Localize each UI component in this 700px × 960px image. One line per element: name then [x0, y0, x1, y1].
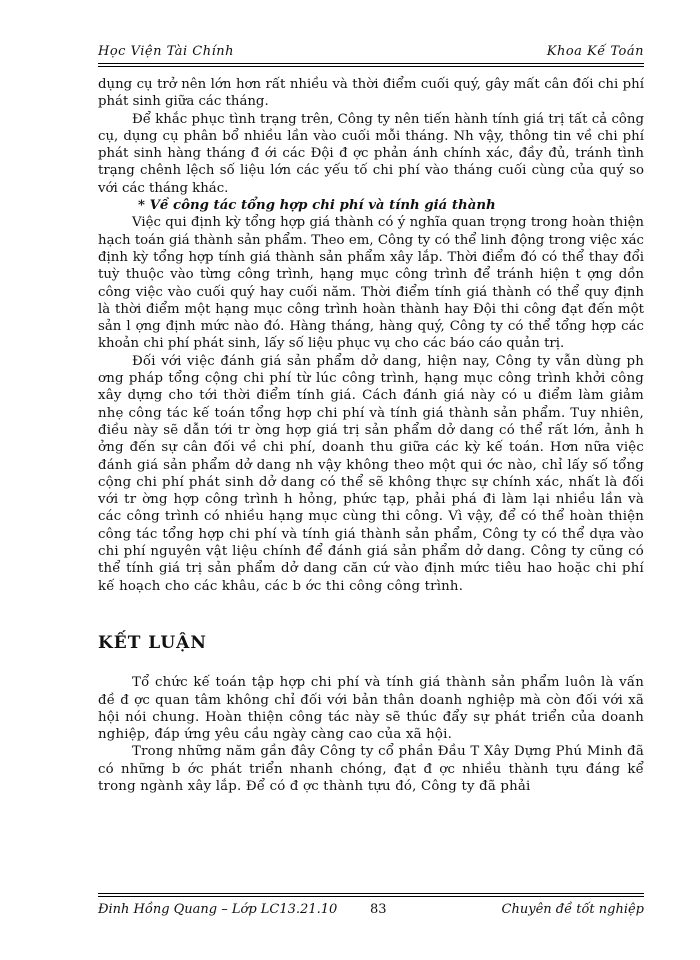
header-left: Học Viện Tài Chính — [98, 44, 235, 59]
section-subheading: * Về công tác tổng hợp chi phí và tính giá thành — [138, 198, 496, 214]
footer-rule — [98, 893, 644, 894]
header-right: Khoa Kế Toán — [546, 44, 644, 59]
document-body — [98, 76, 644, 795]
header-rule-double — [98, 66, 644, 67]
footer-author: Đinh Hồng Quang – Lớp LC13.21.10 — [98, 902, 338, 917]
paragraph: Tổ chức kế toán tập hợp chi phí và tính giá thành sản phẩm luôn là vấn đề đ ợc quan tâm không chỉ đối với bản thân doanh nghiệp mà còn đối với xã hội nói chung. Hoàn thiện công tác này sẽ thúc đẩy sự phát triển của doanh nghiệp, đáp ứng yêu cầu ngày càng cao của xã hội. — [98, 675, 644, 743]
footer-rule-double — [98, 896, 644, 897]
paragraph: Việc qui định kỳ tổng hợp giá thành có ý nghĩa quan trọng trong hoàn thiện hạch toán giá thành sản phẩm. Theo em, Công ty có thể linh động trong việc xác định kỳ tổng hợp tính giá thành sản phẩm xây lắp. Thời điểm đó có thể thay đổi tuỳ thuộc vào từng công trình, hạng mục công trình để tránh hiện t ợng dồn công việc vào cuối quý hay cuối năm. Thời điểm tính giá thành có thể quy định là thời điểm một hạng mục công trình hoàn thành hay Đội thi công đạt đến một sản l ợng định mức nào đó. Hàng tháng, hàng quý, Công ty có thể tổng hợp các khoản chi phí phát sinh, lấy số liệu phục vụ cho các báo cáo quản trị. — [98, 215, 644, 352]
paragraph: Đối với việc đánh giá sản phẩm dở dang, hiện nay, Công ty vẫn dùng ph ơng pháp tổng cộng chi phí từ lúc công trình, hạng mục công trình khởi công xây dựng cho tới thời điểm tính giá. Cách đánh giá này có u điểm làm giảm nhẹ công tác kế toán tổng hợp chi phí và tính giá thành sản phẩm. Tuy nhiên, điều này sẽ dẫn tới tr ờng hợp giá trị sản phẩm dở dang có thể rất lớn, ảnh h ởng đến sự cân đối về chi phí, doanh thu giữa các kỳ kế toán. Hơn nữa việc đánh giá sản phẩm dở dang nh vậy không theo một qui ớc nào, chỉ lấy số tổng cộng chi phí phát sinh dở dang có thể sẽ không thực sự chính xác, nhất là đối với tr ờng hợp công trình h hỏng, phức tạp, phải phá đi làm lại nhiều lần và các công trình có nhiều hạng mục cùng thi công. Vì vậy, để có thể hoàn thiện công tác tổng hợp chi phí và tính giá thành sản phẩm, Công ty có thể dựa vào chi phí nguyên vật liệu chính để đánh giá sản phẩm dở dang. Công ty cũng có thể tính giá trị sản phẩm dở dang căn cứ vào định mức tiêu hao hoặc chi phí kế hoạch cho các khâu, các b ớc thi công công trình. — [98, 353, 644, 594]
conclusion-heading: KẾT LUẬN — [98, 632, 207, 653]
page-header — [98, 40, 644, 62]
paragraph: Để khắc phục tình trạng trên, Công ty nên tiến hành tính giá trị tất cả công cụ, dụng cụ phân bổ nhiều lần vào cuối mỗi tháng. Nh vậy, thông tin về chi phí phát sinh hàng tháng đ ới các Đội đ ợc phản ánh chính xác, đầy đủ, tránh tình trạng chênh lệch số liệu lớn các yếu tố chi phí vào tháng cuối cùng của quý so với các tháng khác. — [98, 111, 644, 196]
header-rule — [98, 63, 644, 64]
paragraph: dụng cụ trở nên lớn hơn rất nhiều và thời điểm cuối quý, gây mất cân đối chi phí phát sinh giữa các tháng. — [98, 77, 644, 110]
paragraph: Trong những năm gần đây Công ty cổ phần Đầu T Xây Dựng Phú Minh đã có những b ớc phát triển nhanh chóng, đạt đ ợc nhiều thành tựu đáng kể trong ngành xây lắp. Để có đ ợc thành tựu đó, Công ty đã phải — [98, 744, 644, 794]
page-number: 83 — [370, 902, 387, 917]
page-footer — [98, 902, 644, 922]
footer-title: Chuyên đề tốt nghiệp — [501, 902, 644, 917]
